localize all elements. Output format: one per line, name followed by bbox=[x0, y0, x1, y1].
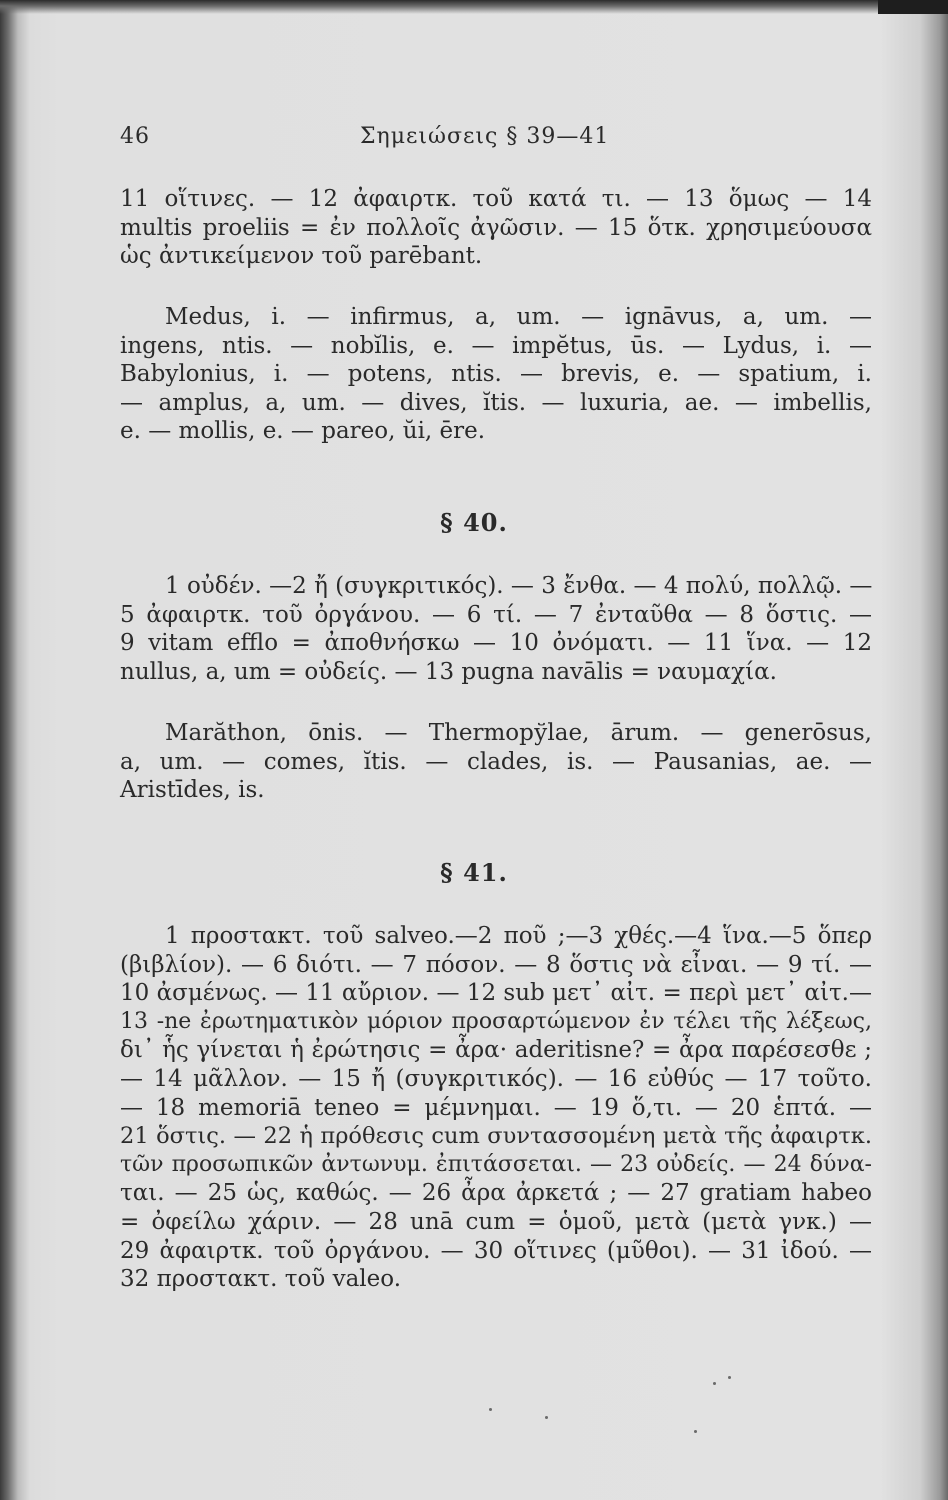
section-41-notes bbox=[120, 922, 872, 1294]
vocab-line: — amplus, a, um. — dives, ĭtis. — luxuria, ae. — imbellis, bbox=[120, 389, 872, 416]
section-39-vocabulary bbox=[120, 303, 872, 446]
running-title: Σημειώσεις § 39—41 bbox=[360, 124, 610, 149]
note-line: 5 ἀφαιρτκ. τοῦ ὀργάνου. — 6 τί. — 7 ἐνταῦθα — 8 ὅστις. — bbox=[120, 601, 872, 628]
speck bbox=[489, 1408, 492, 1411]
speck bbox=[545, 1416, 548, 1419]
note-line: 29 ἀφαιρτκ. τοῦ ὀργάνου. — 30 οἵτινες (μῦθοι). — 31 ἰδού. — bbox=[120, 1237, 872, 1264]
note-line: τῶν προσωπικῶν ἀντωνυμ. ἐπιτάσσεται. — 23 οὐδείς. — 24 δύνα- bbox=[120, 1151, 872, 1177]
note-line: — 14 μᾶλλον. — 15 ἤ (συγκριτικός). — 16 εὐθύς — 17 τοῦτο. bbox=[120, 1065, 872, 1092]
vocab-line: e. — mollis, e. — pareo, ŭi, ēre. bbox=[120, 418, 486, 445]
note-line: 13 -ne ἐρωτηματικὸν μόριον προσαρτώμενον ἐν τέλει τῆς λέξεως, bbox=[120, 1008, 872, 1034]
note-line: 9 vitam efflo = ἀποθνήσκω — 10 ὀνόματι. — 11 ἵνα. — 12 bbox=[120, 630, 872, 657]
note-line: ται. — 25 ὡς, καθώς. — 26 ἆρα ἀρκετά ; — 27 gratiam habeo bbox=[120, 1180, 872, 1207]
page-number: 46 bbox=[120, 124, 150, 149]
note-line: 1 προστακτ. τοῦ salveo.—2 ποῦ ;—3 χθές.—4 ἵνα.—5 ὅπερ bbox=[165, 923, 872, 949]
vocab-line: ingens, ntis. — nobĭlis, e. — impĕtus, ūs. — Lydus, i. — bbox=[120, 332, 872, 359]
speck bbox=[694, 1430, 697, 1433]
note-line: multis proeliis = ἐν πολλοῖς ἀγῶσιν. — 15 ὅτκ. χρησιμεύουσα bbox=[120, 214, 872, 241]
note-line: 1 οὐδέν. —2 ἤ (συγκριτικός). — 3 ἔνθα. — 4 πολύ, πολλῷ. — bbox=[165, 573, 873, 599]
note-line: 10 ἀσμένως. — 11 αὔριον. — 12 sub μετ᾽ αἰτ. = περὶ μετ᾽ αἰτ.— bbox=[120, 980, 872, 1007]
note-line: 32 προστακτ. τοῦ valeo. bbox=[120, 1266, 402, 1293]
speck bbox=[713, 1382, 716, 1385]
note-line: δι᾽ ἧς γίνεται ἡ ἐρώτησις = ἆρα· aderitisne? = ἆρα παρέσεσθε ; bbox=[120, 1037, 872, 1064]
note-line: 21 ὅστις. — 22 ἡ πρόθεσις cum συντασσομένη μετὰ τῆς ἀφαιρτκ. bbox=[120, 1123, 872, 1150]
section-40-notes bbox=[120, 572, 872, 686]
note-line: ὡς ἀντικείμενον τοῦ parēbant. bbox=[120, 243, 483, 270]
note-line: = ὀφείλω χάριν. — 28 unā cum = ὁμοῦ, μετὰ (μετὰ γνκ.) — bbox=[120, 1208, 872, 1235]
section-39-notes bbox=[120, 185, 872, 271]
vocab-line: Babylonius, i. — potens, ntis. — brevis, e. — spatium, i. bbox=[120, 361, 872, 388]
section-40-vocabulary bbox=[120, 719, 872, 805]
speck bbox=[728, 1376, 731, 1379]
vocab-line: Medus, i. — infirmus, a, um. — ignāvus, a, um. — bbox=[165, 304, 872, 330]
vocab-line: Marăthon, ōnis. — Thermopўlae, ārum. — generōsus, bbox=[165, 720, 872, 746]
vocab-line: Aristīdes, is. bbox=[120, 777, 265, 804]
note-line: (βιβλίον). — 6 διότι. — 7 πόσον. — 8 ὅστις νὰ εἶναι. — 9 τί. — bbox=[120, 951, 872, 978]
vocab-line: a, um. — comes, ĭtis. — clades, is. — Pausanias, ae. — bbox=[120, 748, 872, 775]
note-line: 11 οἵτινες. — 12 ἀφαιρτκ. τοῦ κατά τι. — 13 ὅμως — 14 bbox=[120, 186, 872, 212]
section-41-heading: § 41. bbox=[440, 858, 508, 887]
page-header bbox=[120, 124, 630, 156]
section-40-heading: § 40. bbox=[440, 508, 508, 537]
note-line: nullus, a, um = οὐδείς. — 13 pugna navālis = ναυμαχία. bbox=[120, 658, 777, 685]
note-line: — 18 memoriā teneo = μέμνημαι. — 19 ὅ,τι. — 20 ἑπτά. — bbox=[120, 1094, 872, 1121]
